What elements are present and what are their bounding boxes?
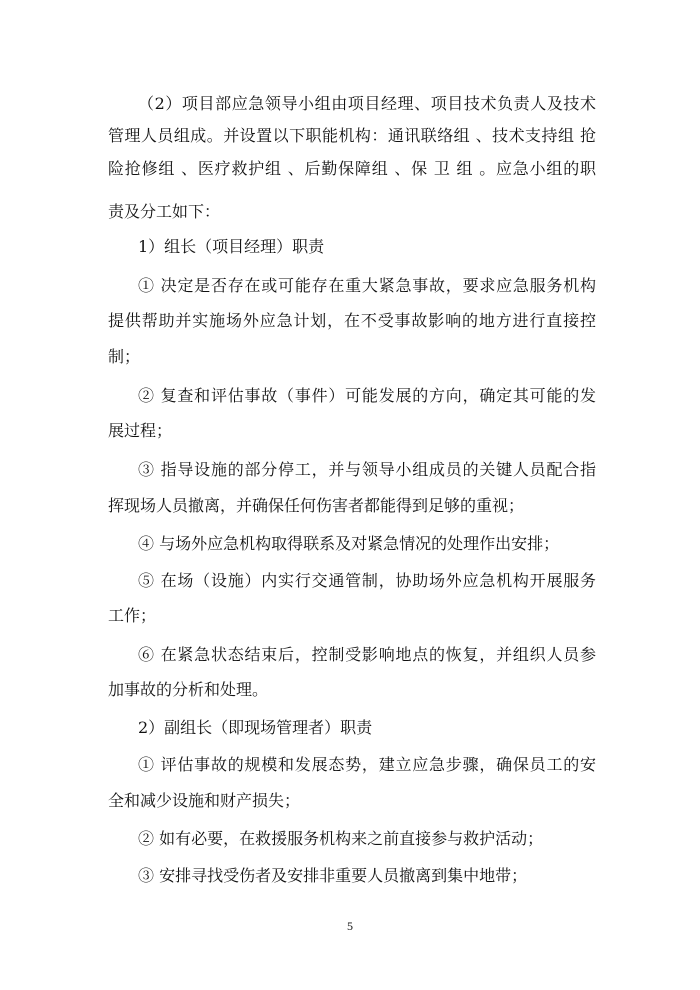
text-line: 工作； — [108, 606, 157, 625]
text-line: 加事故的分析和处理。 — [108, 680, 269, 699]
text-line: 制； — [108, 347, 141, 366]
text-line: （2）项目部应急领导小组由项目经理、项目技术负责人及技术 — [138, 94, 596, 113]
text-line: ② 如有必要，在救援服务机构来之前直接参与救护活动； — [138, 829, 544, 848]
text-line: ④ 与场外应急机构取得联系及对紧急情况的处理作出安排； — [138, 534, 560, 553]
text-line: ① 决定是否存在或可能存在重大紧急事故，要求应急服务机构 — [138, 276, 596, 295]
text-line: 挥现场人员撤离，并确保任何伤害者都能得到足够的重视； — [108, 496, 525, 515]
text-line: ③ 安排寻找受伤者及安排非重要人员撤离到集中地带； — [138, 866, 528, 885]
text-line: 展过程； — [108, 421, 173, 440]
text-line: ⑥ 在紧急状态结束后，控制受影响地点的恢复，并组织人员参 — [138, 645, 596, 664]
text-line: 提供帮助并实施场外应急计划，在不受事故影响的地方进行直接控 — [108, 311, 596, 330]
section-heading: 2）副组长（即现场管理者）职责 — [138, 718, 373, 737]
text-line: 管理人员组成。并设置以下职能机构：通讯联络组 、技术支持组 抢 — [108, 126, 596, 145]
text-line: 全和减少设施和财产损失； — [108, 791, 301, 810]
page-number: 5 — [347, 919, 353, 933]
text-line: ① 评估事故的规模和发展态势，建立应急步骤，确保员工的安 — [138, 755, 596, 774]
text-line: ⑤ 在场（设施）内实行交通管制，协助场外应急机构开展服务 — [138, 571, 596, 590]
text-line: 险抢修组 、医疗救护组 、后勤保障组 、保 卫 组 。应急小组的职 — [108, 159, 596, 178]
text-line: ③ 指导设施的部分停工，并与领导小组成员的关键人员配合指 — [138, 460, 596, 479]
text-line: 责及分工如下： — [108, 202, 221, 221]
section-heading: 1）组长（项目经理）职责 — [138, 237, 325, 256]
text-line: ② 复查和评估事故（事件）可能发展的方向，确定其可能的发 — [138, 386, 596, 405]
